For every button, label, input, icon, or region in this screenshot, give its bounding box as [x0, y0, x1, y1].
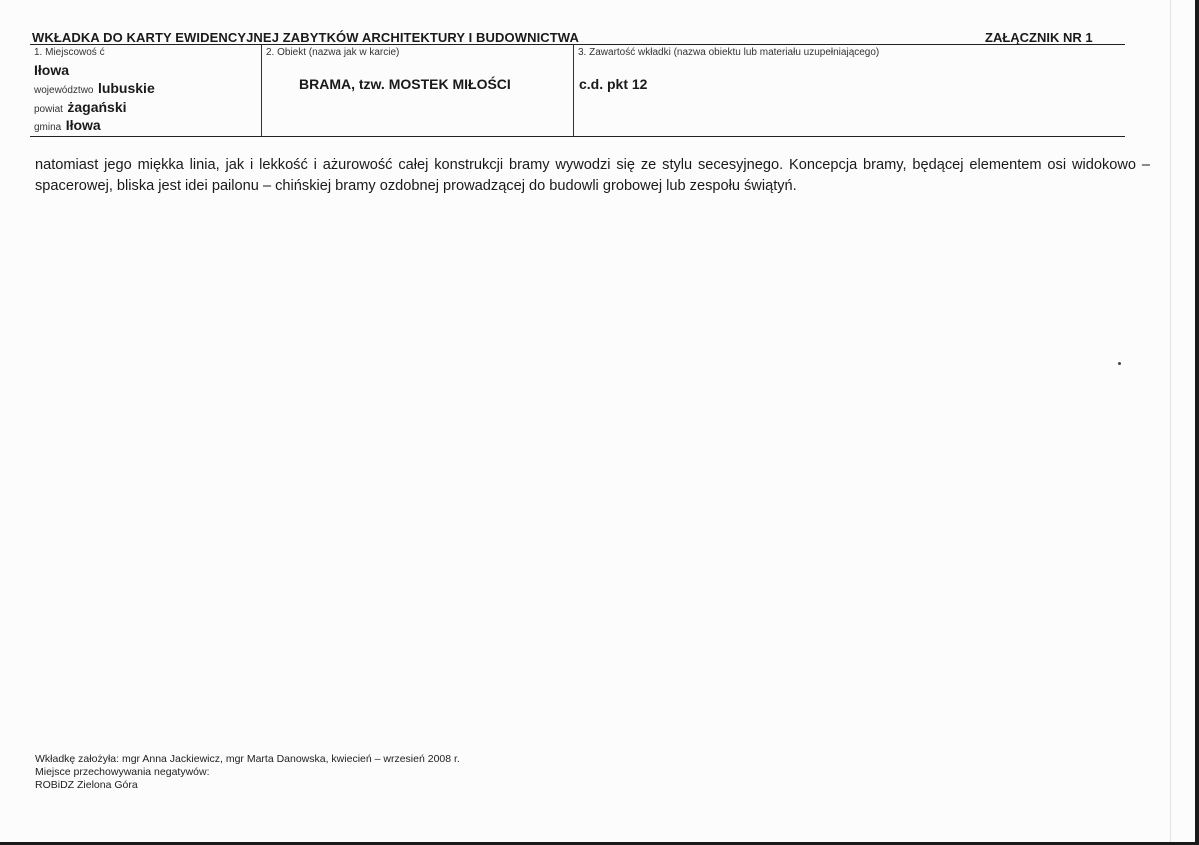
annex-number: ZAŁĄCZNIK NR 1: [985, 30, 1093, 45]
object-cell: [261, 45, 573, 136]
footer: [35, 753, 460, 792]
footer-authors: Wkładkę założyła: mgr Anna Jackiewicz, mgr Marta Danowska, kwiecień – wrzesień 2008 r.: [35, 753, 460, 765]
object-label: 2. Obiekt (nazwa jak w karcie): [266, 47, 400, 58]
content-cell: [573, 45, 1126, 136]
content-label: 3. Zawartość wkładki (nazwa obiektu lub materiału uzupełniającego): [578, 47, 880, 58]
scan-speck: [1118, 362, 1121, 365]
commune-row: [34, 117, 101, 135]
scan-border-right: [1195, 0, 1199, 845]
voivodeship-value: lubuskie: [97, 80, 155, 96]
commune-value: Iłowa: [65, 117, 101, 133]
location-label: 1. Miejscowoś ć: [34, 47, 105, 58]
body-paragraph: natomiast jego miękka linia, jak i lekkość i ażurowość całej konstrukcji bramy wywodzi się ze stylu secesyjnego. Koncepcja bramy, będącej elementem osi widokowo – spacerowej, bliska jest idei pailonu – chińskiej bramy ozdobnej prowadzącej do budowli grobowej lub zespołu świątyń.: [35, 157, 1150, 194]
page-edge-shadow: [1170, 0, 1171, 845]
object-name: BRAMA, tzw. MOSTEK MIŁOŚCI: [299, 76, 511, 92]
voivodeship-label: województwo: [34, 85, 94, 96]
commune-label: gmina: [34, 122, 62, 133]
header-table: [30, 44, 1125, 137]
voivodeship-row: [34, 80, 155, 98]
county-label: powiat: [34, 104, 63, 115]
place-name: Iłowa: [34, 62, 70, 78]
county-row: [34, 99, 127, 117]
county-value: żagański: [67, 99, 127, 115]
content-value: c.d. pkt 12: [579, 76, 648, 92]
footer-negatives-label: Miejsce przechowywania negatywów:: [35, 766, 210, 778]
footer-negatives-place: ROBiDZ Zielona Góra: [35, 779, 138, 791]
document-title: WKŁADKA DO KARTY EWIDENCYJNEJ ZABYTKÓW ARCHITEKTURY I BUDOWNICTWA: [32, 30, 579, 45]
location-cell: [30, 45, 260, 136]
